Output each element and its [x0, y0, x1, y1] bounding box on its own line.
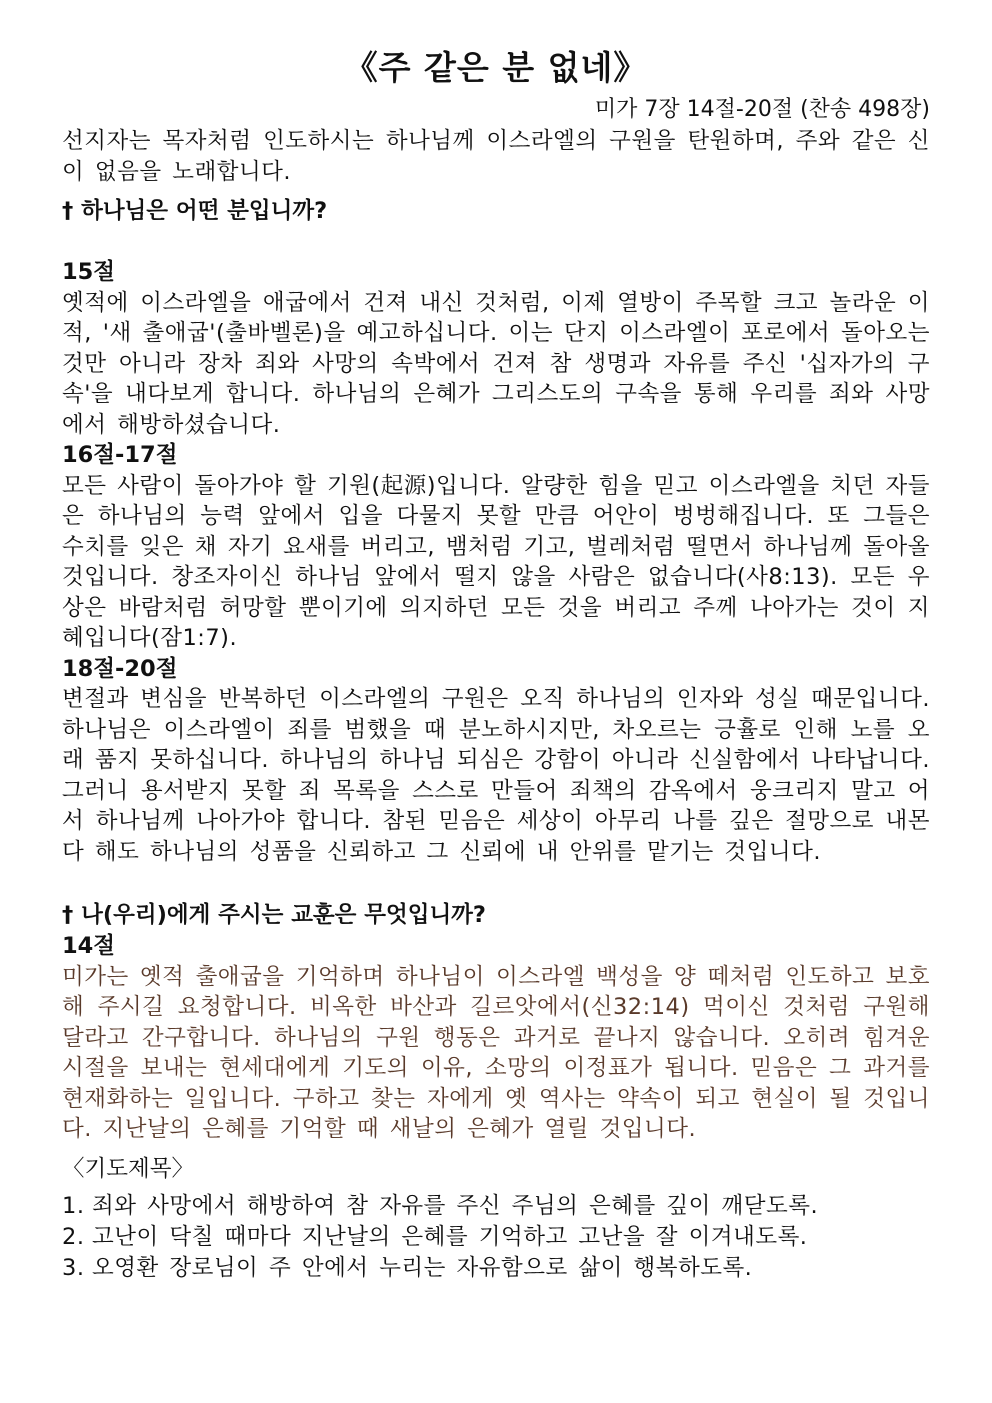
prayer-number: 2. [62, 1223, 85, 1250]
prayer-text: 죄와 사망에서 해방하여 참 자유를 주신 주님의 은혜를 깊이 깨닫도록. [92, 1192, 819, 1219]
section-heading-lesson: † 나(우리)에게 주시는 교훈은 무엇입니까? [62, 902, 486, 928]
prayer-text: 오영환 장로님이 주 안에서 누리는 자유함으로 삶이 행복하도록. [92, 1254, 753, 1281]
verse-label: 15절 [62, 259, 116, 285]
prayer-number: 1. [62, 1192, 85, 1219]
prayer-text: 고난이 닥칠 때마다 지난날의 은혜를 기억하고 고난을 잘 이겨내도록. [92, 1223, 808, 1250]
lesson-paragraph: 미가는 옛적 출애굽을 기억하며 하나님이 이스라엘 백성을 양 떼처럼 인도하고 보호해 주시길 요청합니다. 비옥한 바산과 길르앗에서(신32:14) 먹이신 것처럼 구원해 달라고 간구합니다. 하나님의 구원 행동은 과거로 끝나지 않습니다. 오히려 힘겨운 시절을 보내는 현세대에게 기도의 이유, 소망의 이정표가 됩니다. 믿음은 그 과거를 현재화하는 일입니다. 구하고 찾는 자에게 옛 역사는 약속이 되고 현실이 될 것입니다. 지난날의 은혜를 기억할 때 새날의 은혜가 열릴 것입니다. [62, 963, 930, 1142]
verse-commentary: 모든 사람이 돌아가야 할 기원(起源)입니다. 알량한 힘을 믿고 이스라엘을 치던 자들은 하나님의 능력 앞에서 입을 다물지 못할 만큼 어안이 벙벙해집니다. 또 그들은 수치를 잊은 채 자기 요새를 버리고, 뱀처럼 기고, 벌레처럼 떨면서 하나님께 돌아올 것입니다. 창조자이신 하나님 앞에서 떨지 않을 사람은 없습니다(사8:13). 모든 우상은 바람처럼 허망할 뿐이기에 의지하던 모든 것을 버리고 주께 나아가는 것이 지혜입니다(잠1:7). [62, 472, 931, 651]
prayer-item [62, 1222, 930, 1253]
verse-label: 18절-20절 [62, 655, 178, 682]
verse-label: 14절 [62, 933, 116, 959]
prayer-list [62, 1191, 930, 1284]
spacer [62, 867, 930, 891]
section-heading-who-is-god: † 하나님은 어떤 분입니까? [62, 198, 328, 224]
prayer-item [62, 1253, 930, 1284]
scripture-reference: 미가 7장 14절-20절 (찬송 498장) [594, 97, 930, 122]
verse-commentary: 옛적에 이스라엘을 애굽에서 건져 내신 것처럼, 이제 열방이 주목할 크고 놀라운 이적, '새 출애굽'(출바벨론)을 예고하십니다. 이는 단지 이스라엘이 포로에서 돌아오는 것만 아니라 장차 죄와 사망의 속박에서 건져 참 생명과 자유를 주신 '십자가의 구속'을 내다보게 합니다. 하나님의 은혜가 그리스도의 구속을 통해 우리를 죄와 사망에서 해방하셨습니다. [62, 289, 930, 438]
bulletin-page [62, 44, 930, 1284]
intro-paragraph: 선지자는 목자처럼 인도하시는 하나님께 이스라엘의 구원을 탄원하며, 주와 같은 신이 없음을 노래합니다. [62, 128, 930, 185]
prayer-title: 〈기도제목〉 [62, 1155, 194, 1182]
verse-label: 16절-17절 [62, 442, 178, 468]
spacer [62, 227, 930, 257]
page-title: 《주 같은 분 없네》 [344, 48, 648, 87]
verse-commentary: 변절과 변심을 반복하던 이스라엘의 구원은 오직 하나님의 인자와 성실 때문입니다. 하나님은 이스라엘이 죄를 범했을 때 분노하시지만, 차오르는 긍휼로 인해 노를 오래 품지 못하십니다. 하나님의 하나님 되심은 강함이 아니라 신실함에서 나타납니다. 그러니 용서받지 못할 죄 목록을 스스로 만들어 죄책의 감옥에서 웅크리지 말고 어서 하나님께 나아가야 합니다. 참된 믿음은 세상이 아무리 나를 깊은 절망으로 내몬다 해도 하나님의 성품을 신뢰하고 그 신뢰에 내 안위를 맡기는 것입니다. [62, 686, 930, 865]
prayer-number: 3. [62, 1254, 85, 1281]
prayer-item [62, 1191, 930, 1222]
